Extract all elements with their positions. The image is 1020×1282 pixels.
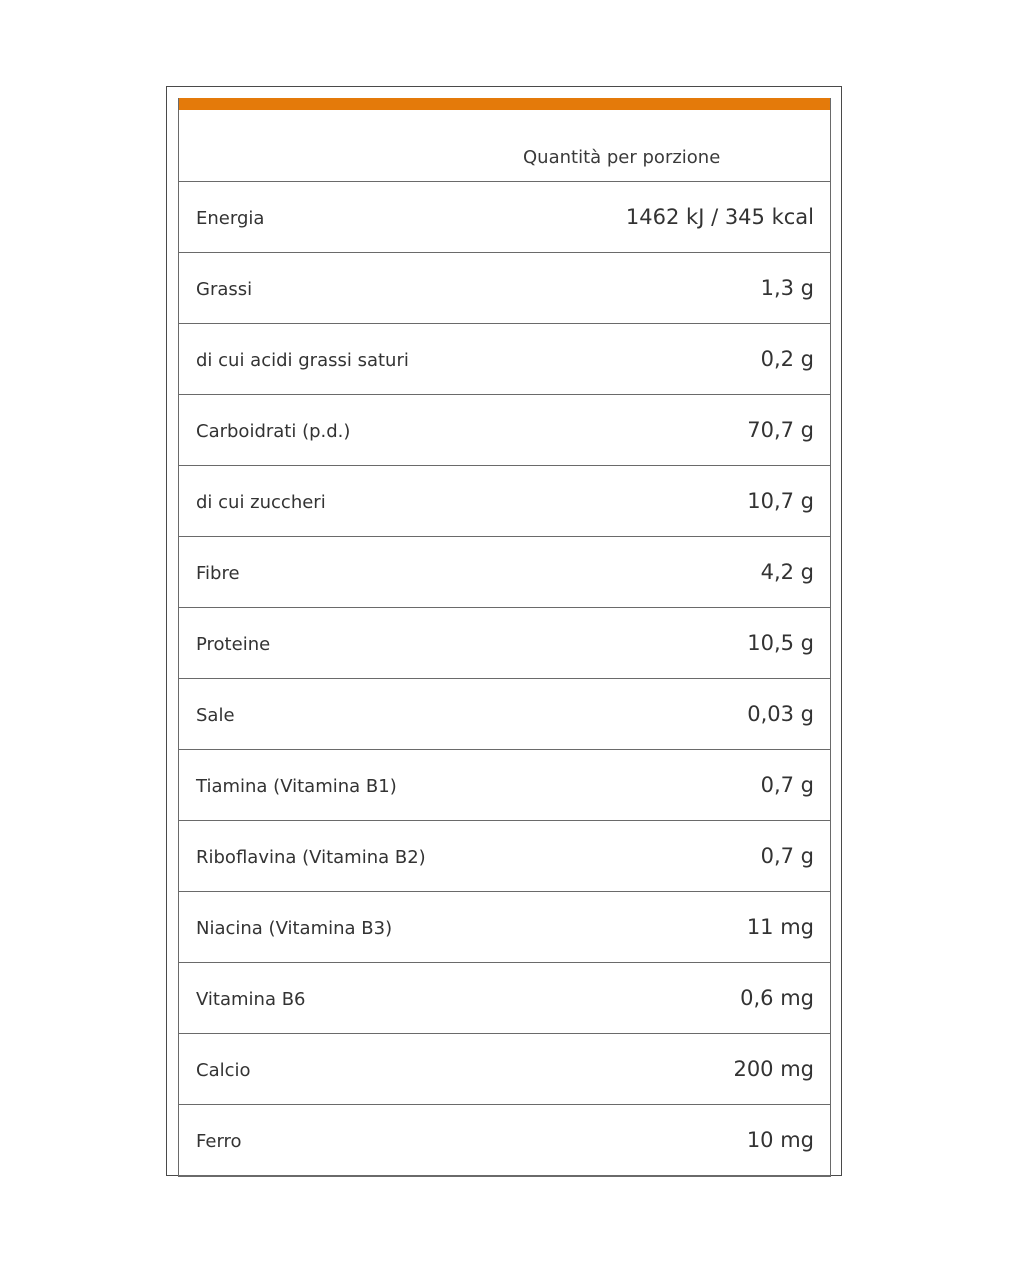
nutrient-value: 10 mg	[746, 1128, 814, 1152]
nutrient-value: 0,7 g	[760, 844, 814, 868]
table-header	[179, 110, 830, 182]
nutrient-label: Tiamina (Vitamina B1)	[196, 775, 397, 797]
nutrient-label: Riboflavina (Vitamina B2)	[196, 846, 426, 868]
table-row	[179, 1034, 830, 1105]
nutrient-value: 0,7 g	[760, 773, 814, 797]
nutrient-label: Calcio	[196, 1059, 251, 1081]
nutrient-label: Energia	[196, 207, 265, 229]
nutrient-value: 200 mg	[733, 1057, 814, 1081]
table-row	[179, 821, 830, 892]
table-row	[179, 324, 830, 395]
nutrient-label: di cui acidi grassi saturi	[196, 349, 409, 371]
table-row	[179, 395, 830, 466]
table-row	[179, 963, 830, 1034]
nutrient-label: Fibre	[196, 562, 240, 584]
table-row	[179, 182, 830, 253]
nutrient-value: 11 mg	[746, 915, 814, 939]
table-row	[179, 537, 830, 608]
nutrient-value: 0,2 g	[760, 347, 814, 371]
nutrient-label: Proteine	[196, 633, 271, 655]
table-row	[179, 608, 830, 679]
nutrient-value: 1462 kJ / 345 kcal	[625, 205, 814, 229]
table-row	[179, 1105, 830, 1175]
nutrient-value: 70,7 g	[747, 418, 814, 442]
nutrient-label: Carboidrati (p.d.)	[196, 420, 351, 442]
nutrient-value: 0,03 g	[747, 702, 814, 726]
nutrient-label: Ferro	[196, 1130, 242, 1152]
accent-bar	[179, 98, 830, 110]
nutrient-label: Grassi	[196, 278, 253, 300]
nutrient-value: 10,7 g	[747, 489, 814, 513]
table-row	[179, 466, 830, 537]
column-header-per-serving: Quantità per porzione	[523, 147, 721, 168]
table-body	[179, 182, 830, 1175]
nutrient-label: di cui zuccheri	[196, 491, 326, 513]
nutrient-label: Vitamina B6	[196, 988, 306, 1010]
table-row	[179, 750, 830, 821]
nutrient-label: Niacina (Vitamina B3)	[196, 917, 393, 939]
table-row	[179, 253, 830, 324]
nutrient-value: 0,6 mg	[740, 986, 814, 1010]
nutrient-value: 10,5 g	[747, 631, 814, 655]
table-row	[179, 892, 830, 963]
nutrient-value: 1,3 g	[760, 276, 814, 300]
nutrient-value: 4,2 g	[760, 560, 814, 584]
nutrient-label: Sale	[196, 704, 235, 726]
table-row	[179, 679, 830, 750]
nutrition-table	[178, 98, 831, 1177]
